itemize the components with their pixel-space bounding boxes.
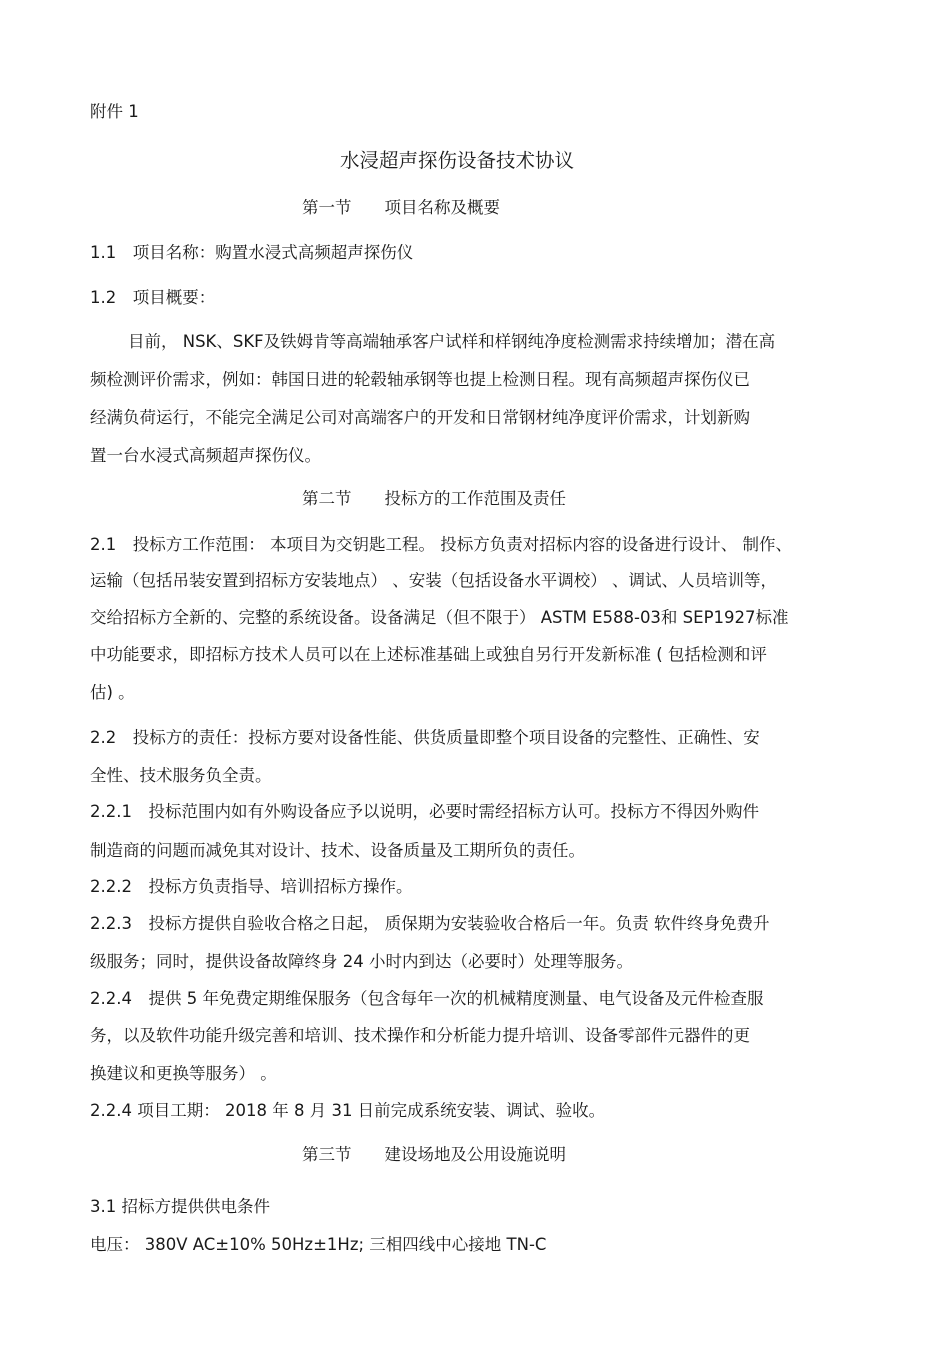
item-2-2-1-line: 2.2.1 投标范围内如有外购设备应予以说明，必要时需经招标方认可。投标方不得因外购件 [90, 802, 759, 821]
paragraph-line: 目前， NSK、SKF及铁姆肯等高端轴承客户试样和样钢纯净度检测需求持续增加；潜在高 [128, 332, 776, 351]
section-1-heading: 第一节 项目名称及概要 [302, 198, 500, 217]
item-2-1-line: 交给招标方全新的、完整的系统设备。设备满足（但不限于） ASTM E588-03和 SEP1927标准 [90, 608, 789, 627]
item-2-2-4-line: 换建议和更换等服务） 。 [90, 1064, 277, 1083]
item-1-1: 1.1 项目名称：购置水浸式高频超声探伤仪 [90, 243, 414, 262]
paragraph-line: 经满负荷运行，不能完全满足公司对高端客户的开发和日常钢材纯净度评价需求，计划新购 [90, 408, 750, 427]
item-2-1-line: 运输（包括吊装安置到招标方安装地点） 、安装（包括设备水平调校） 、调试、人员培训等， [90, 571, 777, 590]
item-3-1: 3.1 招标方提供供电条件 [90, 1197, 270, 1216]
item-2-2-4-schedule: 2.2.4 项目工期： 2018 年 8 月 31 日前完成系统安装、调试、验收。 [90, 1101, 606, 1120]
item-2-2-2: 2.2.2 投标方负责指导、培训招标方操作。 [90, 877, 413, 896]
section-2-heading: 第二节 投标方的工作范围及责任 [302, 489, 566, 508]
item-1-2: 1.2 项目概要： [90, 288, 216, 307]
item-2-2-line: 2.2 投标方的责任：投标方要对设备性能、供货质量即整个项目设备的完整性、正确性、安 [90, 728, 760, 747]
voltage-spec: 电压： 380V AC±10% 50Hz±1Hz; 三相四线中心接地 TN-C [90, 1235, 547, 1254]
item-2-2-1-line: 制造商的问题而减免其对设计、技术、设备质量及工期所负的责任。 [90, 841, 585, 860]
item-2-1-line: 2.1 投标方工作范围： 本项目为交钥匙工程。 投标方负责对招标内容的设备进行设计、 制作、 [90, 535, 792, 554]
item-2-2-4-line: 务，以及软件功能升级完善和培训、技术操作和分析能力提升培训、设备零部件元器件的更 [90, 1026, 750, 1045]
item-2-2-3-line: 2.2.3 投标方提供自验收合格之日起， 质保期为安装验收合格后一年。负责 软件终身免费升 [90, 914, 770, 933]
item-2-2-4-line: 2.2.4 提供 5 年免费定期维保服务（包含每年一次的机械精度测量、电气设备及元件检查服 [90, 989, 764, 1008]
paragraph-line: 频检测评价需求，例如：韩国日进的轮毂轴承钢等也提上检测日程。现有高频超声探伤仪已 [90, 370, 750, 389]
attachment-label: 附件 1 [90, 102, 139, 121]
item-2-1-line: 中功能要求，即招标方技术人员可以在上述标准基础上或独自另行开发新标准 ( 包括检测和评 [90, 645, 767, 664]
paragraph-line: 置一台水浸式高频超声探伤仪。 [90, 446, 321, 465]
item-2-2-line: 全性、技术服务负全责。 [90, 766, 272, 785]
section-3-heading: 第三节 建设场地及公用设施说明 [302, 1145, 566, 1164]
item-2-2-3-line: 级服务；同时，提供设备故障终身 24 小时内到达（必要时）处理等服务。 [90, 952, 633, 971]
document-title: 水浸超声探伤设备技术协议 [340, 149, 575, 172]
item-2-1-line: 估) 。 [90, 683, 135, 702]
